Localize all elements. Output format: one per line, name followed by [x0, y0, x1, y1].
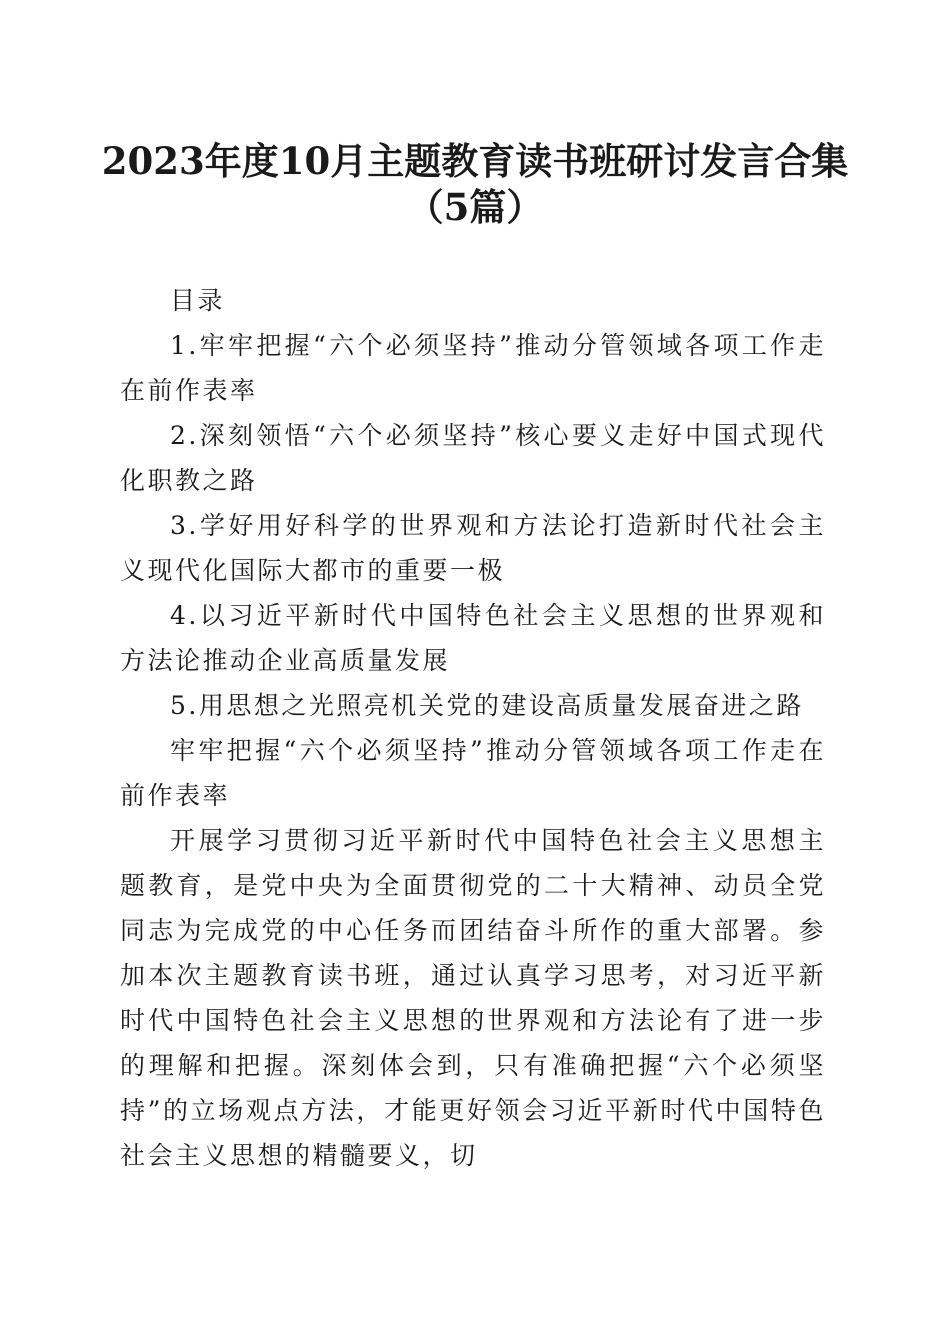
toc-item-5: 5.用思想之光照亮机关党的建设高质量发展奋进之路	[170, 691, 804, 720]
document-title	[100, 138, 850, 230]
toc-item-4: 4.以习近平新时代中国特色社会主义思想的世界观和方法论推动企业高质量发展	[120, 601, 826, 675]
document-body	[120, 278, 826, 1178]
body-paragraph: 开展学习贯彻习近平新时代中国特色社会主义思想主题教育，是党中央为全面贯彻党的二十大精神、动员全党同志为完成党的中心任务而团结奋斗所作的重大部署。参加本次主题教育读书班，通过认真学习思考，对习近平新时代中国特色社会主义思想的世界观和方法论有了进一步的理解和把握。深刻体会到，只有准确把握“六个必须坚持”的立场观点方法，才能更好领会习近平新时代中国特色社会主义思想的精髓要义，切	[120, 826, 826, 1170]
toc-item-1: 1.牢牢把握“六个必须坚持”推动分管领域各项工作走在前作表率	[120, 331, 826, 405]
title-line-2: （5篇）	[406, 185, 544, 229]
section-title: 牢牢把握“六个必须坚持”推动分管领域各项工作走在前作表率	[120, 736, 826, 810]
toc-heading: 目录	[170, 286, 226, 315]
title-line-1: 2023年度10月主题教育读书班研讨发言合集	[101, 139, 849, 183]
toc-item-3: 3.学好用好科学的世界观和方法论打造新时代社会主义现代化国际大都市的重要一极	[120, 511, 826, 585]
toc-item-2: 2.深刻领悟“六个必须坚持”核心要义走好中国式现代化职教之路	[120, 421, 826, 495]
